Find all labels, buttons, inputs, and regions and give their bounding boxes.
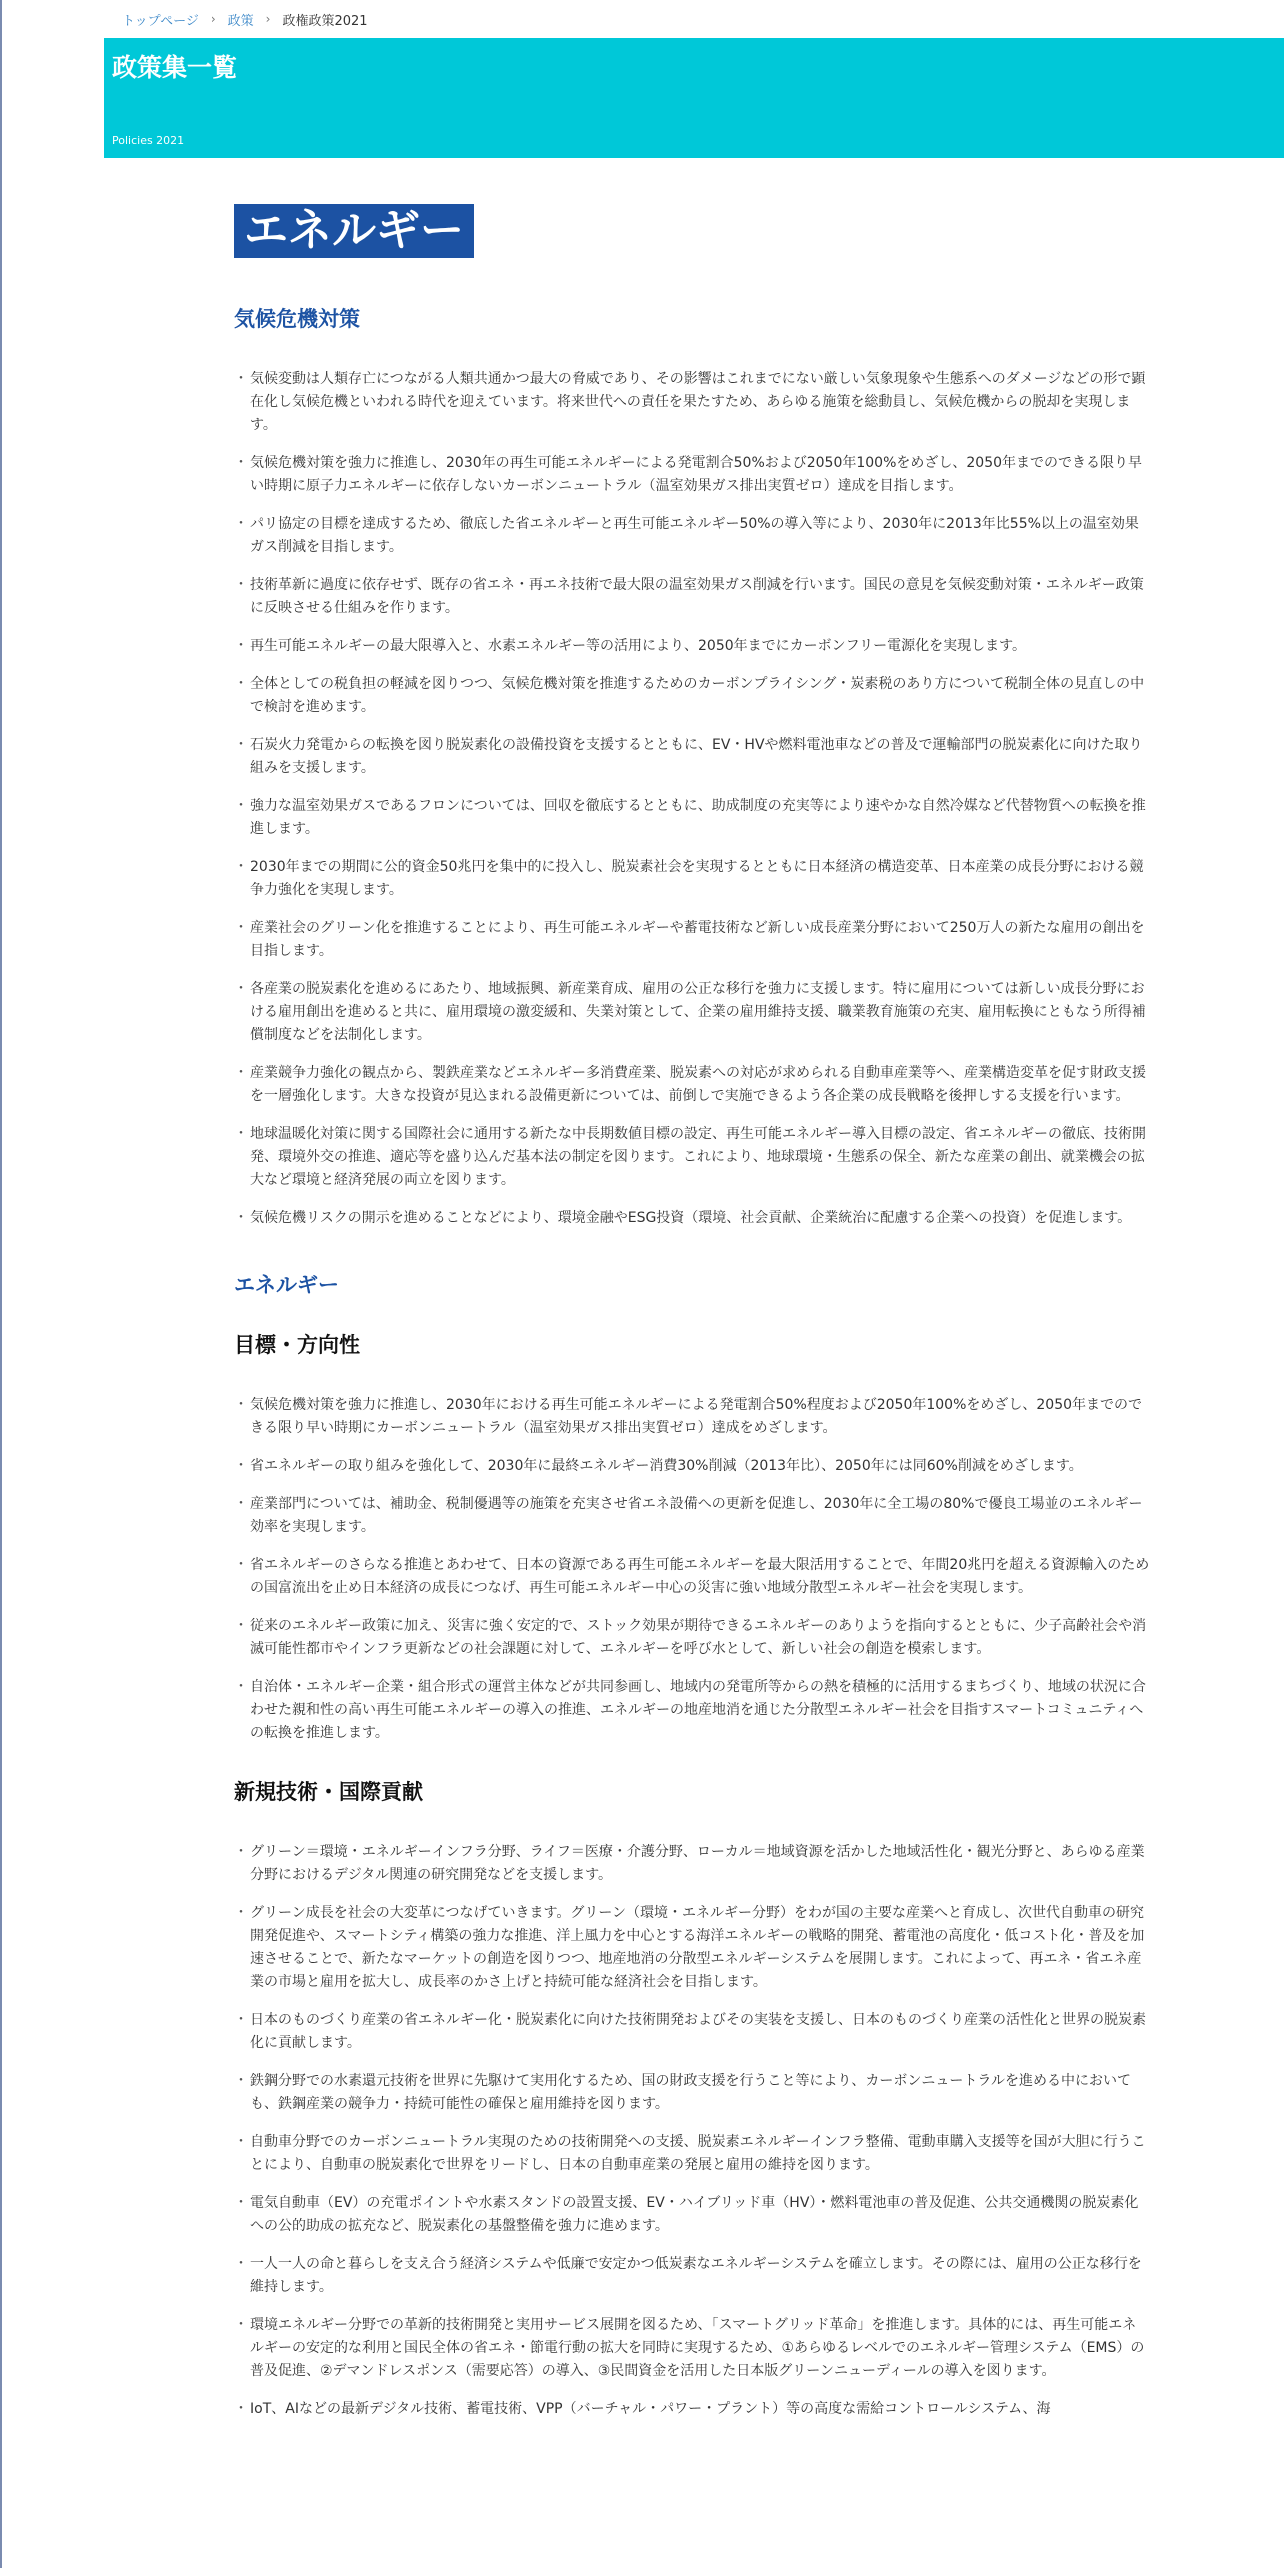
list-item: ・ 気候変動は人類存亡につながる人類共通かつ最大の脅威であり、その影響はこれまでにない厳しい気象現象や生態系へのダメージなどの形で顕在化し気候危機といわれる時代を迎えています。将来世代への責任を果たすため、あらゆる施策を総動員し、気候危機からの脱却を実現します。 bbox=[250, 368, 1154, 437]
breadcrumb-current: 政権政策2021 bbox=[282, 13, 368, 29]
list-item: ・ グリーン成長を社会の大変革につなげていきます。グリーン（環境・エネルギー分野）をわが国の主要な産業へと育成し、次世代自動車の研究開発促進や、スマートシティ構築の強力な推進、洋上風力を中心とする海洋エネルギーの戦略的開発、蓄電池の高度化・低コスト化・普及を加速させることで、新たなマーケットの創造を図りつつ、地産地消の分散型エネルギーシステムを展開します。これによって、再エネ・省エネ産業の市場と雇用を拡大し、成長率のかさ上げと持続可能な経済社会を目指します。 bbox=[250, 1902, 1154, 1994]
list-item: ・ 気候危機対策を強力に推進し、2030年における再生可能エネルギーによる発電割合50%程度および2050年100%をめざし、2050年までのできる限り早い時期にカーボンニュートラル（温室効果ガス排出実質ゼロ）達成をめざします。 bbox=[250, 1394, 1154, 1440]
list-item: ・ 各産業の脱炭素化を進めるにあたり、地域振興、新産業育成、雇用の公正な移行を強力に支援します。特に雇用については新しい成長分野における雇用創出を進めると共に、雇用環境の激変緩和、失業対策として、企業の雇用維持支援、職業教育施策の充実、雇用転換にともなう所得補償制度などを法制化します。 bbox=[250, 978, 1154, 1047]
breadcrumb-home-link[interactable]: トップページ bbox=[122, 13, 199, 29]
list-item: ・ 産業社会のグリーン化を推進することにより、再生可能エネルギーや蓄電技術など新しい成長産業分野において250万人の新たな雇用の創出を目指します。 bbox=[250, 917, 1154, 963]
list-item: ・ 自治体・エネルギー企業・組合形式の運営主体などが共同参画し、地域内の発電所等からの熱を積極的に活用するまちづくり、地域の状況に合わせた親和性の高い再生可能エネルギーの導入の推進、エネルギーの地産地消を通じた分散型エネルギー社会を目指すスマートコミュニティへの転換を推進します。 bbox=[250, 1676, 1154, 1745]
list-item: ・ 一人一人の命と暮らしを支え合う経済システムや低廉で安定かつ低炭素なエネルギーシステムを確立します。その際には、雇用の公正な移行を維持します。 bbox=[250, 2253, 1154, 2299]
list-item: ・ パリ協定の目標を達成するため、徹底した省エネルギーと再生可能エネルギー50%の導入等により、2030年に2013年比55%以上の温室効果ガス削減を目指します。 bbox=[250, 513, 1154, 559]
subsection-title-goals: 目標・方向性 bbox=[234, 1333, 360, 1357]
climate-policy-list bbox=[234, 368, 1154, 1230]
page-banner bbox=[104, 38, 1284, 158]
list-item: ・ 鉄鋼分野での水素還元技術を世界に先駆けて実用化するため、国の財政支援を行うこと等により、カーボンニュートラルを進める中においても、鉄鋼産業の競争力・持続可能性の確保と雇用維持を図ります。 bbox=[250, 2070, 1154, 2116]
list-item: ・ 自動車分野でのカーボンニュートラル実現のための技術開発への支援、脱炭素エネルギーインフラ整備、電動車購入支援等を国が大胆に行うことにより、自動車の脱炭素化で世界をリードし、日本の自動車産業の発展と雇用の維持を図ります。 bbox=[250, 2131, 1154, 2177]
policy-content bbox=[234, 204, 1154, 2436]
subsection-title-tech: 新規技術・国際貢献 bbox=[234, 1780, 423, 1804]
page-title: エネルギー bbox=[234, 204, 474, 258]
banner-title: 政策集一覧 bbox=[112, 53, 238, 82]
section-title-climate: 気候危機対策 bbox=[234, 307, 360, 331]
list-item: ・ 電気自動車（EV）の充電ポイントや水素スタンドの設置支援、EV・ハイブリッド車（HV）・燃料電池車の普及促進、公共交通機関の脱炭素化への公的助成の拡充など、脱炭素化の基盤整備を強力に進めます。 bbox=[250, 2192, 1154, 2238]
list-item: ・ グリーン＝環境・エネルギーインフラ分野、ライフ＝医療・介護分野、ローカル＝地域資源を活かした地域活性化・観光分野と、あらゆる産業分野におけるデジタル関連の研究開発などを支援します。 bbox=[250, 1841, 1154, 1887]
breadcrumb-policy-link[interactable]: 政策 bbox=[227, 13, 254, 29]
list-item: ・ 全体としての税負担の軽減を図りつつ、気候危機対策を推進するためのカーボンプライシング・炭素税のあり方について税制全体の見直しの中で検討を進めます。 bbox=[250, 673, 1154, 719]
list-item: ・ 技術革新に過度に依存せず、既存の省エネ・再エネ技術で最大限の温室効果ガス削減を行います。国民の意見を気候変動対策・エネルギー政策に反映させる仕組みを作ります。 bbox=[250, 574, 1154, 620]
list-item: ・ IoT、AIなどの最新デジタル技術、蓄電技術、VPP（バーチャル・パワー・プラント）等の高度な需給コントロールシステム、海 bbox=[250, 2398, 1154, 2421]
list-item: ・ 日本のものづくり産業の省エネルギー化・脱炭素化に向けた技術開発およびその実装を支援し、日本のものづくり産業の活性化と世界の脱炭素化に貢献します。 bbox=[250, 2009, 1154, 2055]
list-item: ・ 環境エネルギー分野での革新的技術開発と実用サービス展開を図るため、「スマートグリッド革命」を推進します。具体的には、再生可能エネルギーの安定的な利用と国民全体の省エネ・節電行動の拡大を同時に実現するため、①あらゆるレベルでのエネルギー管理システム（EMS）の普及促進、②デマンドレスポンス（需要応答）の導入、③民間資金を活用した日本版グリーンニューディールの導入を図ります。 bbox=[250, 2314, 1154, 2383]
breadcrumb bbox=[122, 8, 368, 30]
list-item: ・ 再生可能エネルギーの最大限導入と、水素エネルギー等の活用により、2050年までにカーボンフリー電源化を実現します。 bbox=[250, 635, 1154, 658]
banner-subtitle: Policies 2021 bbox=[112, 134, 185, 147]
list-item: ・ 気候危機対策を強力に推進し、2030年の再生可能エネルギーによる発電割合50%および2050年100%をめざし、2050年までのできる限り早い時期に原子力エネルギーに依存しないカーボンニュートラル（温室効果ガス排出実質ゼロ）達成を目指します。 bbox=[250, 452, 1154, 498]
list-item: ・ 気候危機リスクの開示を進めることなどにより、環境金融やESG投資（環境、社会貢献、企業統治に配慮する企業への投資）を促進します。 bbox=[250, 1207, 1154, 1230]
section-title-energy: エネルギー bbox=[234, 1273, 339, 1297]
list-item: ・ 産業部門については、補助金、税制優遇等の施策を充実させ省エネ設備への更新を促進し、2030年に全工場の80%で優良工場並のエネルギー効率を実現します。 bbox=[250, 1493, 1154, 1539]
list-item: ・ 2030年までの期間に公的資金50兆円を集中的に投入し、脱炭素社会を実現するとともに日本経済の構造変革、日本産業の成長分野における競争力強化を実現します。 bbox=[250, 856, 1154, 902]
list-item: ・ 産業競争力強化の観点から、製鉄産業などエネルギー多消費産業、脱炭素への対応が求められる自動車産業等へ、産業構造変革を促す財政支援を一層強化します。大きな投資が見込まれる設備更新については、前倒しで実施できるよう各企業の成長戦略を後押しする支援を行います。 bbox=[250, 1062, 1154, 1108]
breadcrumb-separator-icon: › bbox=[210, 12, 216, 26]
list-item: ・ 強力な温室効果ガスであるフロンについては、回収を徹底するとともに、助成制度の充実等により速やかな自然冷媒など代替物質への転換を推進します。 bbox=[250, 795, 1154, 841]
list-item: ・ 従来のエネルギー政策に加え、災害に強く安定的で、ストック効果が期待できるエネルギーのありようを指向するとともに、少子高齢社会や消滅可能性都市やインフラ更新などの社会課題に対して、エネルギーを呼び水として、新しい社会の創造を模索します。 bbox=[250, 1615, 1154, 1661]
energy-goals-list bbox=[234, 1394, 1154, 1745]
left-edge-rule bbox=[0, 0, 2, 2568]
list-item: ・ 省エネルギーの取り組みを強化して、2030年に最終エネルギー消費30%削減（2013年比）、2050年には同60%削減をめざします。 bbox=[250, 1455, 1154, 1478]
breadcrumb-separator-icon: › bbox=[265, 12, 271, 26]
list-item: ・ 地球温暖化対策に関する国際社会に通用する新たな中長期数値目標の設定、再生可能エネルギー導入目標の設定、省エネルギーの徹底、技術開発、環境外交の推進、適応等を盛り込んだ基本法の制定を図ります。これにより、地球環境・生態系の保全、新たな産業の創出、就業機会の拡大など環境と経済発展の両立を図ります。 bbox=[250, 1123, 1154, 1192]
list-item: ・ 省エネルギーのさらなる推進とあわせて、日本の資源である再生可能エネルギーを最大限活用することで、年間20兆円を超える資源輸入のための国富流出を止め日本経済の成長につなげ、再生可能エネルギー中心の災害に強い地域分散型エネルギー社会を実現します。 bbox=[250, 1554, 1154, 1600]
energy-tech-list bbox=[234, 1841, 1154, 2421]
list-item: ・ 石炭火力発電からの転換を図り脱炭素化の設備投資を支援するとともに、EV・HVや燃料電池車などの普及で運輸部門の脱炭素化に向けた取り組みを支援します。 bbox=[250, 734, 1154, 780]
